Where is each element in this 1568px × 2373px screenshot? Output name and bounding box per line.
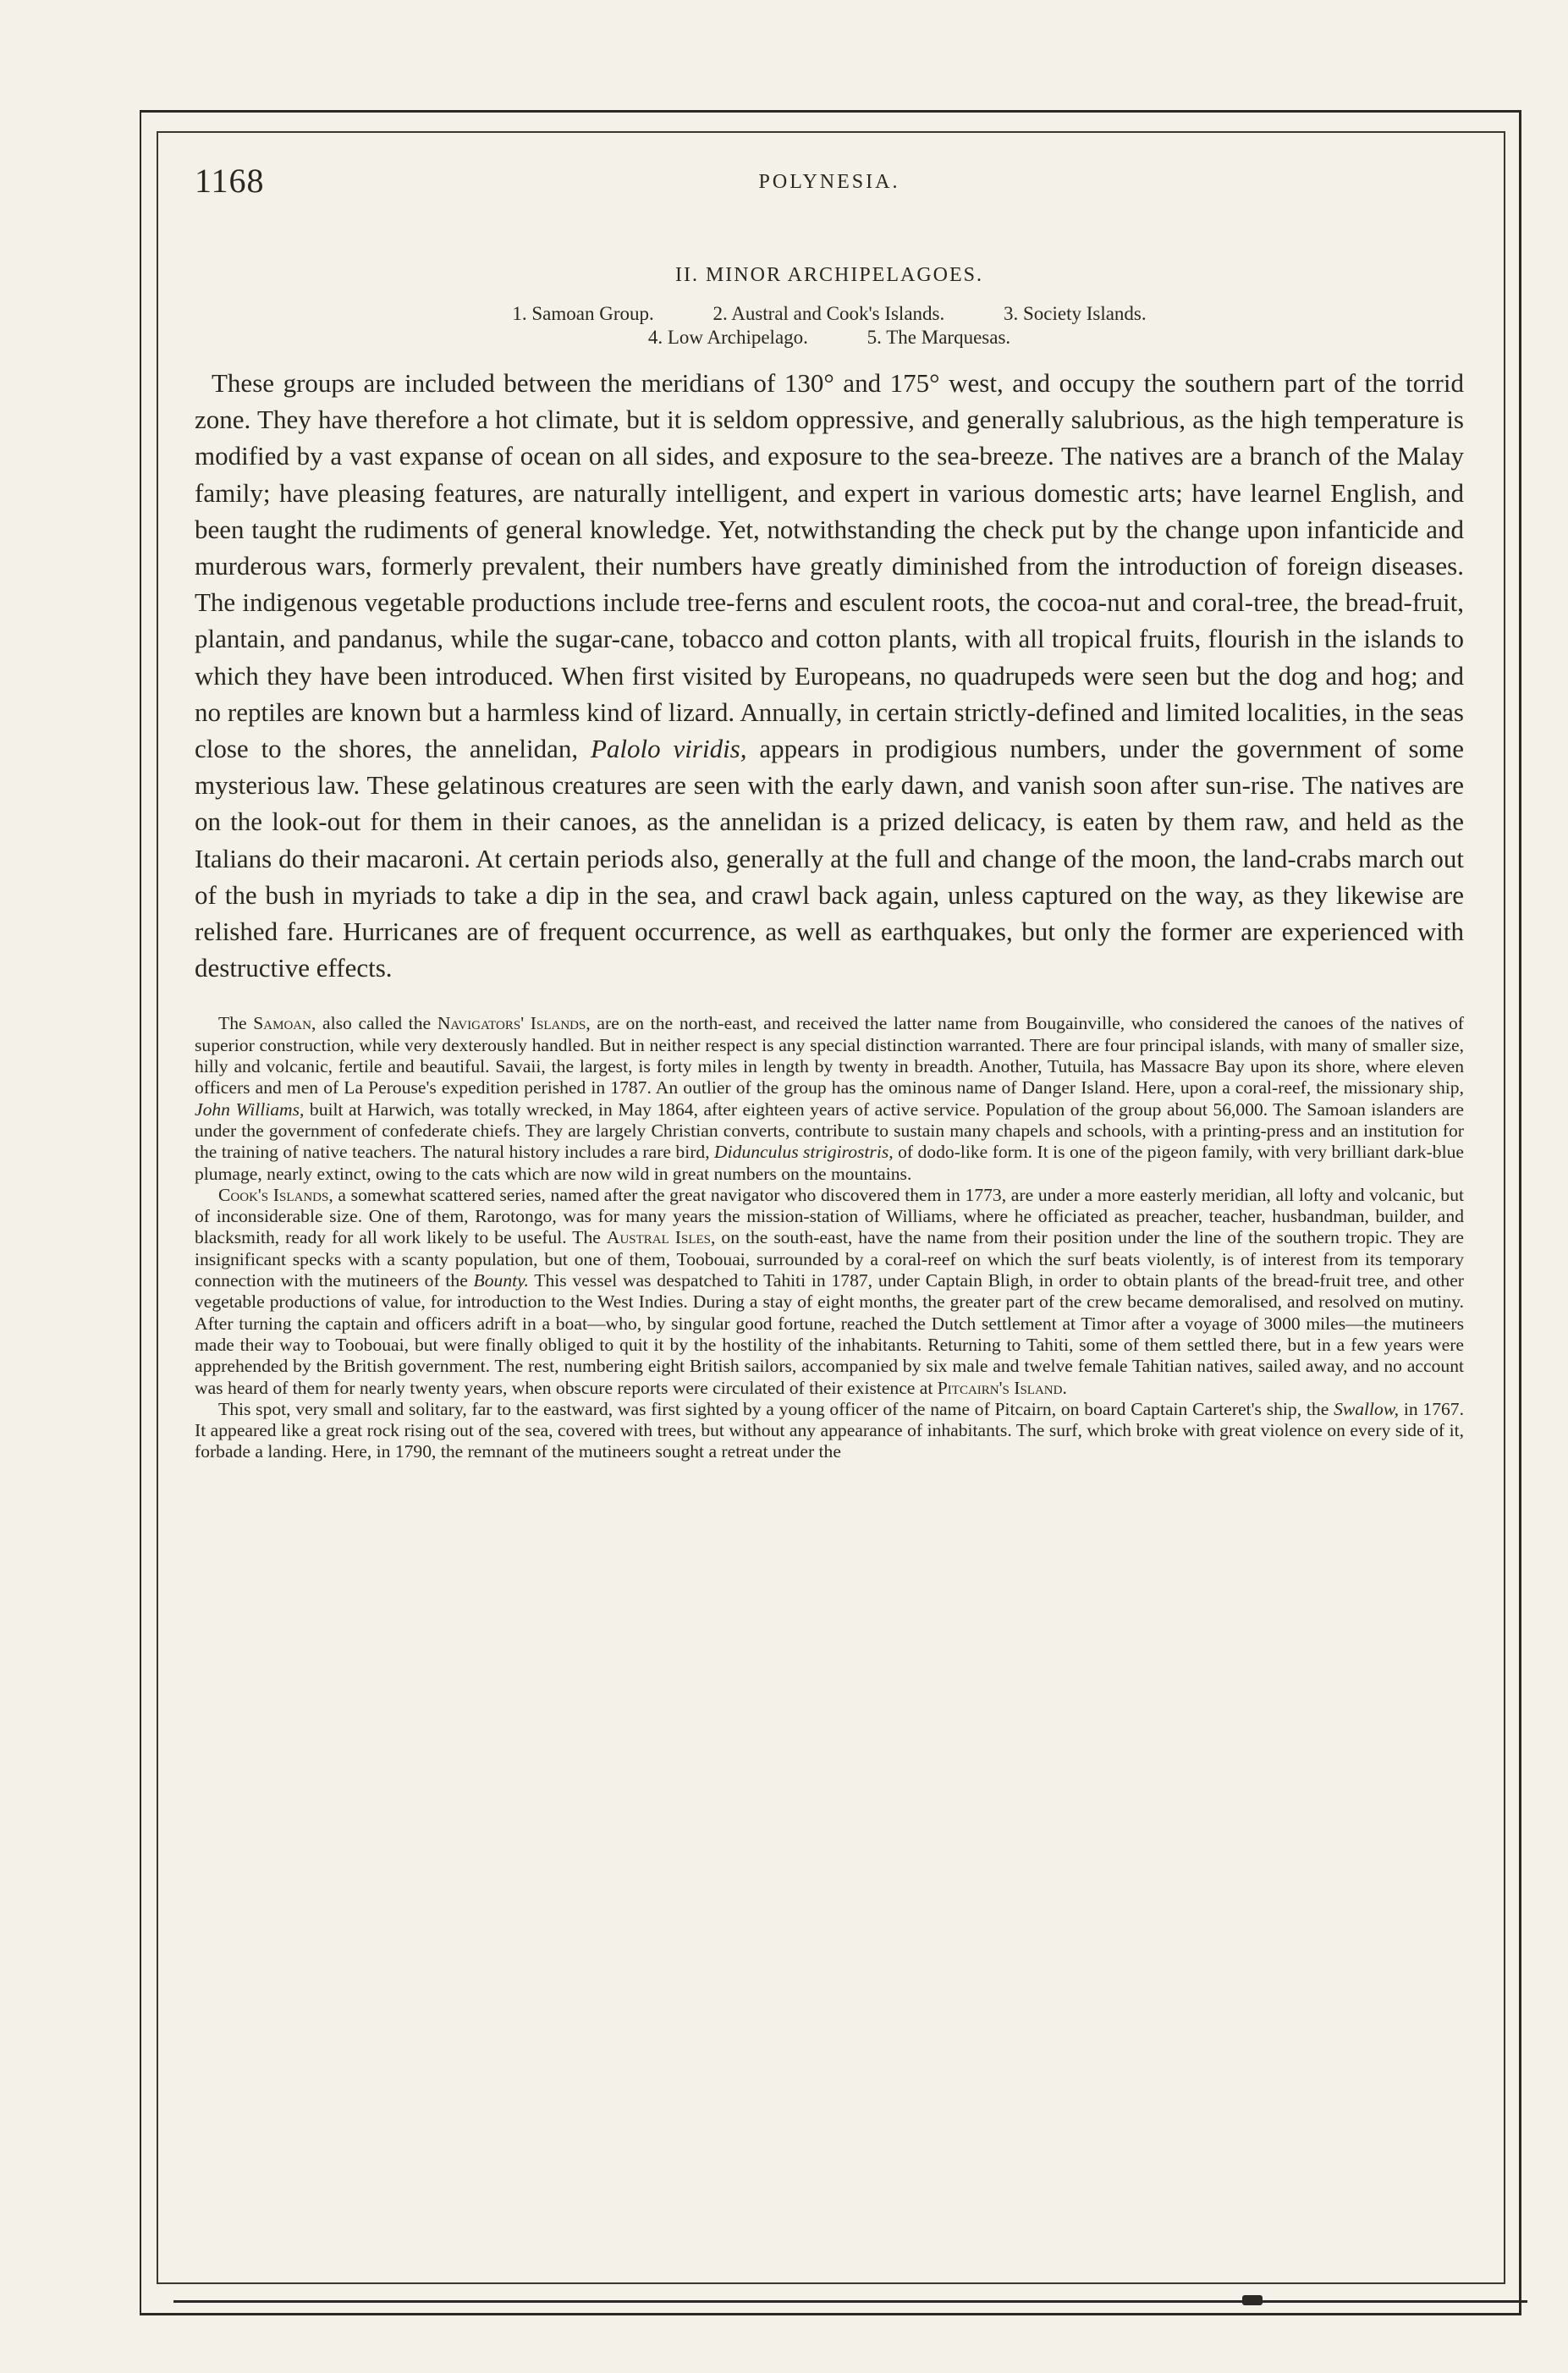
species-name: Didunculus strigirostris, (714, 1142, 894, 1163)
page-content (195, 161, 1464, 1463)
text-run: This vessel was despatched to Tahiti in 1787, under Captain Bligh, in order to obtain plants of the bread-fruit tree, and other vegetable productions of value, for introduction to the West Indies. During a stay of eight months, the greater part of the crew became demoralised, and resolved on mutiny. After turning the captain and officers adrift in a boat—who, by singular good fortune, reached the Dutch settlement at Timor after a voyage of 3000 miles—the mutineers made their way to Toobouai, but were finally obliged to quit it by the hostility of the inhabitants. Returning to Tahiti, some of them settled there, but in a few years were apprehended by the British government. The rest, numbering eight British sailors, accompanied by six male and twelve female Tahitian natives, sailed away, and no account was heard of them for nearly twenty years, when obscure reports were circulated of their existence at (195, 1270, 1465, 1398)
section-heading: II. MINOR ARCHIPELAGOES. (674, 264, 983, 286)
main-paragraph (195, 365, 1464, 986)
running-title: POLYNESIA. (758, 171, 900, 193)
ship-name: Swallow, (1334, 1398, 1400, 1419)
place-name: Austral Isles, (606, 1227, 716, 1248)
text-run: of dodo-like form. It is one of the pigeon family, with very brilliant dark-blue plumage, nearly extinct, owing to the cats which are now wild in great numbers on the mountains. (195, 1142, 1464, 1184)
group-list (195, 302, 1464, 350)
bottom-rule (173, 2300, 1527, 2303)
group-list-row (195, 302, 1464, 326)
species-name: Palolo viridis, (590, 734, 747, 764)
group-item-austral-cooks: 2. Austral and Cook's Islands. (712, 303, 945, 324)
group-list-row (195, 326, 1464, 350)
page-number: 1168 (195, 162, 265, 200)
place-name: Samoan, (253, 1013, 316, 1034)
group-item-samoan: 1. Samoan Group. (512, 303, 654, 324)
text-run: also called the (316, 1013, 437, 1034)
ship-name: John Williams, (195, 1098, 305, 1120)
text-run: These groups are included between the meridians of 130° and 175° west, and occupy the southern part of the torrid zone. They have therefore a hot climate, but it is seldom oppressive, and generally salubrious, as the high temperature is modified by a vast expanse of ocean on all sides, and exposure to the sea-breeze. The natives are a branch of the Malay family; have pleasing features, are naturally intelligent, and expert in various domestic arts; have learnel English, and been taught the rudiments of general knowledge. Yet, notwithstanding the check put by the change upon infanticide and murderous wars, formerly prevalent, their numbers have greatly diminished from the introduction of foreign diseases. The indigenous vegetable productions include tree-ferns and esculent roots, the cocoa-nut and coral-tree, the bread-fruit, plantain, and pandanus, while the sugar-cane, tobacco and cotton plants, with all tropical fruits, flourish in the islands to which they have been introduced. When first visited by Europeans, no quadrupeds were seen but the dog and hog; and no reptiles are known but a harmless kind of lizard. Annually, in certain strictly-defined and limited localities, in the seas close to the shores, the annelidan, (195, 368, 1464, 764)
text-run: This spot, very small and solitary, far to the eastward, was first sighted by a young officer of the name of Pitcairn, on board Captain Carteret's ship, the (218, 1398, 1334, 1419)
note-cooks-islands (195, 1185, 1464, 1399)
main-text (195, 365, 1464, 986)
ship-name: Bounty. (473, 1270, 529, 1291)
text-run: built at Harwich, was totally wrecked, in May 1864, after eighteen years of active service. Population of the group about 56,000. The Samoan islanders are under the government of confederate chiefs. They are largely Christian converts, contribute to sustain many chapels and schools, with a printing-press and an institution for the training of native teachers. The natural history includes a rare bird, (195, 1098, 1464, 1163)
running-head (195, 161, 1464, 203)
note-samoan (195, 1013, 1464, 1184)
place-name: Navigators' Islands, (437, 1013, 591, 1034)
text-run: The (218, 1013, 254, 1034)
group-item-society: 3. Society Islands. (1003, 303, 1147, 324)
note-pitcairn (195, 1399, 1464, 1463)
text-run: in 1767. It appeared like a great rock rising out of the sea, covered with trees, but without any appearance of inhabitants. The surf, which broke with great violence on every side of it, forbade a landing. Here, in 1790, the remnant of the mutineers sought a retreat under the (195, 1398, 1464, 1462)
printer-mark (1242, 2295, 1263, 2305)
place-name: Pitcairn's Island. (937, 1377, 1067, 1398)
text-run: on the south-east, have the name from their position under the line of the southern tropic. They are insignificant specks with a scanty population, but one of them, Toobouai, surrounded by a coral-reef on which the surf beats violently, is of interest from its temporary connection with the mutineers of the (195, 1227, 1464, 1291)
text-run: a somewhat scattered series, named after the great navigator who discovered them in 1773, are under a more easterly meridian, all lofty and volcanic, but of inconsiderable size. One of them, Rarotongo, was for many years the mission-station of Williams, where he officiated as preacher, teacher, husbandman, builder, and blacksmith, ready for all work likely to be useful. The (195, 1184, 1465, 1248)
text-run: appears in prodigious numbers, under the government of some mysterious law. These gelatinous creatures are seen with the early dawn, and vanish soon after sun-rise. The natives are on the look-out for them in their canoes, as the annelidan is a prized delicacy, is eaten by them raw, and held as the Italians do their macaroni. At certain periods also, generally at the full and change of the moon, the land-crabs march out of the bush in myriads to take a dip in the sea, and crawl back again, unless captured on the way, as they likewise are relished fare. Hurricanes are of frequent occurrence, as well as earthquakes, but only the former are experienced with destructive effects. (195, 734, 1464, 983)
group-item-low-archipelago: 4. Low Archipelago. (647, 327, 808, 348)
place-name: Cook's Islands, (218, 1184, 333, 1205)
group-item-marquesas: 5. The Marquesas. (867, 327, 1011, 348)
notes-text (195, 1013, 1464, 1462)
text-run: are on the north-east, and received the latter name from Bougainville, who considered the canoes of the natives of superior construction, while very dexterously handled. But in neither respect is any special distinction warranted. There are four principal islands, with many of smaller size, hilly and volcanic, fertile and beautiful. Savaii, the largest, is forty miles in length by twenty in breadth. Another, Tutuila, has Massacre Bay upon its shore, where eleven officers and men of La Perouse's expedition perished in 1787. An outlier of the group has the ominous name of Danger Island. Here, upon a coral-reef, the missionary ship, (195, 1013, 1464, 1098)
